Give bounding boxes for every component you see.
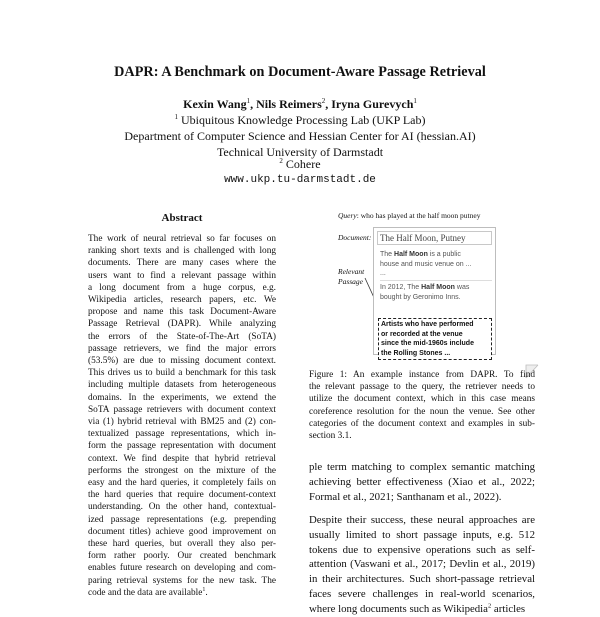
passage-line: Artists who have performed (381, 321, 474, 328)
abstract-line: the errors of the State-of-The-Art (SoTA) (88, 331, 276, 342)
caption-line: categories of the document context and examples in sub- (309, 418, 535, 429)
text-run-bold: Half Moon (421, 284, 455, 291)
document-paragraph (380, 283, 493, 302)
text-run: is a public (427, 251, 461, 258)
affiliation-text: Ubiquitous Knowledge Processing Lab (UKP Lab) (180, 113, 426, 127)
author-list: Kexin Wang$^1$, Nils Reimers$^2$, Iryna Gurevych$^1$ (183, 97, 417, 111)
body-line: Formal et al., 2021; Santhanam et al., 2022). (309, 490, 502, 503)
document-card (373, 227, 496, 355)
caption-line: the relevant passage to the query, the retriever needs to (309, 382, 535, 393)
body-paragraph (309, 460, 535, 504)
body-line: tokens due to expensive operations such as self- (309, 543, 535, 556)
author-name: Iryna Gurevych (331, 97, 414, 111)
relevant-label-line: Passage (338, 277, 363, 286)
text-run: bought by Geronimo Inns. (380, 293, 461, 301)
abstract-line: domains. In the experiments, we extend the (88, 392, 276, 403)
abstract-line: paring retrieval systems for the new task. The (88, 575, 276, 586)
affiliation-2 (0, 157, 600, 172)
affiliation-mark: 1 (174, 113, 178, 121)
passage-line: or recorded at the venue (381, 330, 463, 338)
abstract-line: easy and the hard queries, it completely fails on (88, 478, 276, 489)
affiliation-1-department: Department of Computer Science and Hessian Center for AI (hessian.AI) (124, 129, 476, 143)
query-text: : who has played at the half moon putney (356, 211, 481, 220)
abstract-line: propose and name this task Document-Aware (88, 307, 276, 318)
affiliation-text: Cohere (285, 157, 321, 171)
abstract-line: textualized passage representations, which in- (88, 429, 276, 440)
author-affiliation-mark: 2 (321, 97, 326, 105)
affiliation-mark: 2 (279, 157, 283, 165)
abstract-line: ranking short texts and is challenged with long (88, 246, 276, 257)
divider (380, 280, 492, 281)
abstract-line: document titles) achieve good improvement on (88, 526, 276, 537)
abstract-line: the hard queries that require document-context (88, 490, 276, 501)
affiliation-1-university: Technical University of Darmstadt (216, 145, 384, 159)
text-run-bold: Half Moon (394, 251, 428, 258)
footnote-mark: 2 (487, 602, 492, 610)
document-label-text: Document (338, 233, 369, 242)
caption-line: section 3.1. (309, 431, 352, 442)
body-line (309, 602, 535, 617)
footnote-mark: 1 (202, 586, 206, 593)
text-run: house and music venue on ... (380, 260, 472, 268)
relevant-passage-box (378, 318, 492, 360)
abstract-line: SoTA passage retrievers with document context (88, 404, 276, 415)
relevant-label-line: Relevant (338, 267, 365, 276)
caption-line: Figure 1: An example instance from DAPR. To find (309, 370, 535, 380)
abstract-line: understanding. On the other hand, contextual- (88, 502, 276, 513)
abstract-line: performs the strongest on the mixture of the (88, 465, 276, 476)
caption-line: coreference resolution for the noun the venue. See other (309, 406, 535, 417)
text-run: ... (380, 270, 386, 278)
abstract-heading: Abstract (161, 212, 203, 224)
abstract-line: via (1) hybrid retrieval with BM25 and (2) con- (88, 417, 276, 428)
body-line: Despite their success, these neural approaches are (309, 514, 535, 526)
abstract-line: This drives us to build a benchmark for this task (88, 368, 276, 379)
body-line: ple term matching to complex semantic matching (309, 461, 535, 473)
abstract-line: ized passage representations (e.g. prepending (88, 514, 276, 525)
author-affiliation-mark: 1 (246, 97, 251, 105)
body-line: usually limited to short passage inputs, e.g. 512 (309, 528, 535, 541)
text-run: was (454, 284, 470, 291)
body-paragraph (309, 513, 535, 617)
abstract-line: a long document from a huge corpus, e.g. (88, 282, 276, 293)
abstract-line: users want to find a relevant passage within (88, 270, 276, 281)
body-line-text: where long documents such as Wikipedia (309, 602, 488, 615)
body-line: achieving better effectiveness (Xiao et al., 2022; (309, 475, 535, 488)
body-line: in their architectures. Such short-passage retrieval (309, 573, 535, 586)
body-line: faces severe challenges in real-world scenarios, (309, 587, 535, 600)
abstract-line: these hard queries, but overall they also per- (88, 539, 276, 550)
abstract-line: context. We find despite that hybrid retrieval (88, 453, 276, 464)
body-line-text: articles (491, 602, 526, 615)
abstract-line-text: code and the data are available (88, 587, 203, 598)
text-run: The (380, 251, 395, 258)
abstract-line: including multiple datasets from heterogeneous (88, 380, 276, 391)
abstract-line: form rather poorly. Our created benchmark (88, 551, 276, 562)
abstract-line: code and the data are available$^1$. (88, 586, 208, 598)
passage-line: the Rolling Stones ... (381, 349, 451, 357)
abstract-line: (53.5%) are due to missing document context. (88, 356, 276, 367)
author-affiliation-mark: 1 (413, 97, 417, 105)
affiliation-1 (0, 113, 600, 128)
caption-line: utilize the document context, which in this case means (309, 394, 535, 405)
document-label: Document: (338, 233, 372, 242)
abstract-line: documents. There are many cases where the (88, 258, 276, 269)
abstract-line: Passage Retrieval (DAPR). While analyzing (88, 319, 276, 330)
body-line: attention (Vaswani et al., 2017; Devlin et al., 2019) (309, 558, 535, 571)
document-title: The Half Moon, Putney (377, 231, 492, 245)
text-run: In 2012, The (380, 284, 422, 291)
figure-caption (309, 369, 535, 442)
affiliation-url[interactable]: www.ukp.tu-darmstadt.de (224, 174, 376, 186)
figure-1 (332, 205, 512, 365)
abstract-line: form the passage representation with document (88, 441, 276, 452)
author-name: Nils Reimers (256, 97, 322, 111)
abstract-body (88, 233, 276, 599)
document-paragraph (380, 250, 493, 279)
query-label: Query (338, 211, 357, 220)
author-name: Kexin Wang (183, 97, 247, 111)
abstract-line: Wikipedia articles, research papers, etc. We (88, 295, 276, 306)
abstract-line: passage retrievers, we find the major errors (88, 343, 276, 354)
abstract-line: The work of neural retrieval so far focuses on (88, 234, 276, 244)
paper-title: DAPR: A Benchmark on Document-Aware Passage Retrieval (114, 64, 486, 80)
passage-line: since the mid-1960s include (381, 340, 474, 348)
abstract-line: enables future research on developing and com- (88, 563, 276, 574)
